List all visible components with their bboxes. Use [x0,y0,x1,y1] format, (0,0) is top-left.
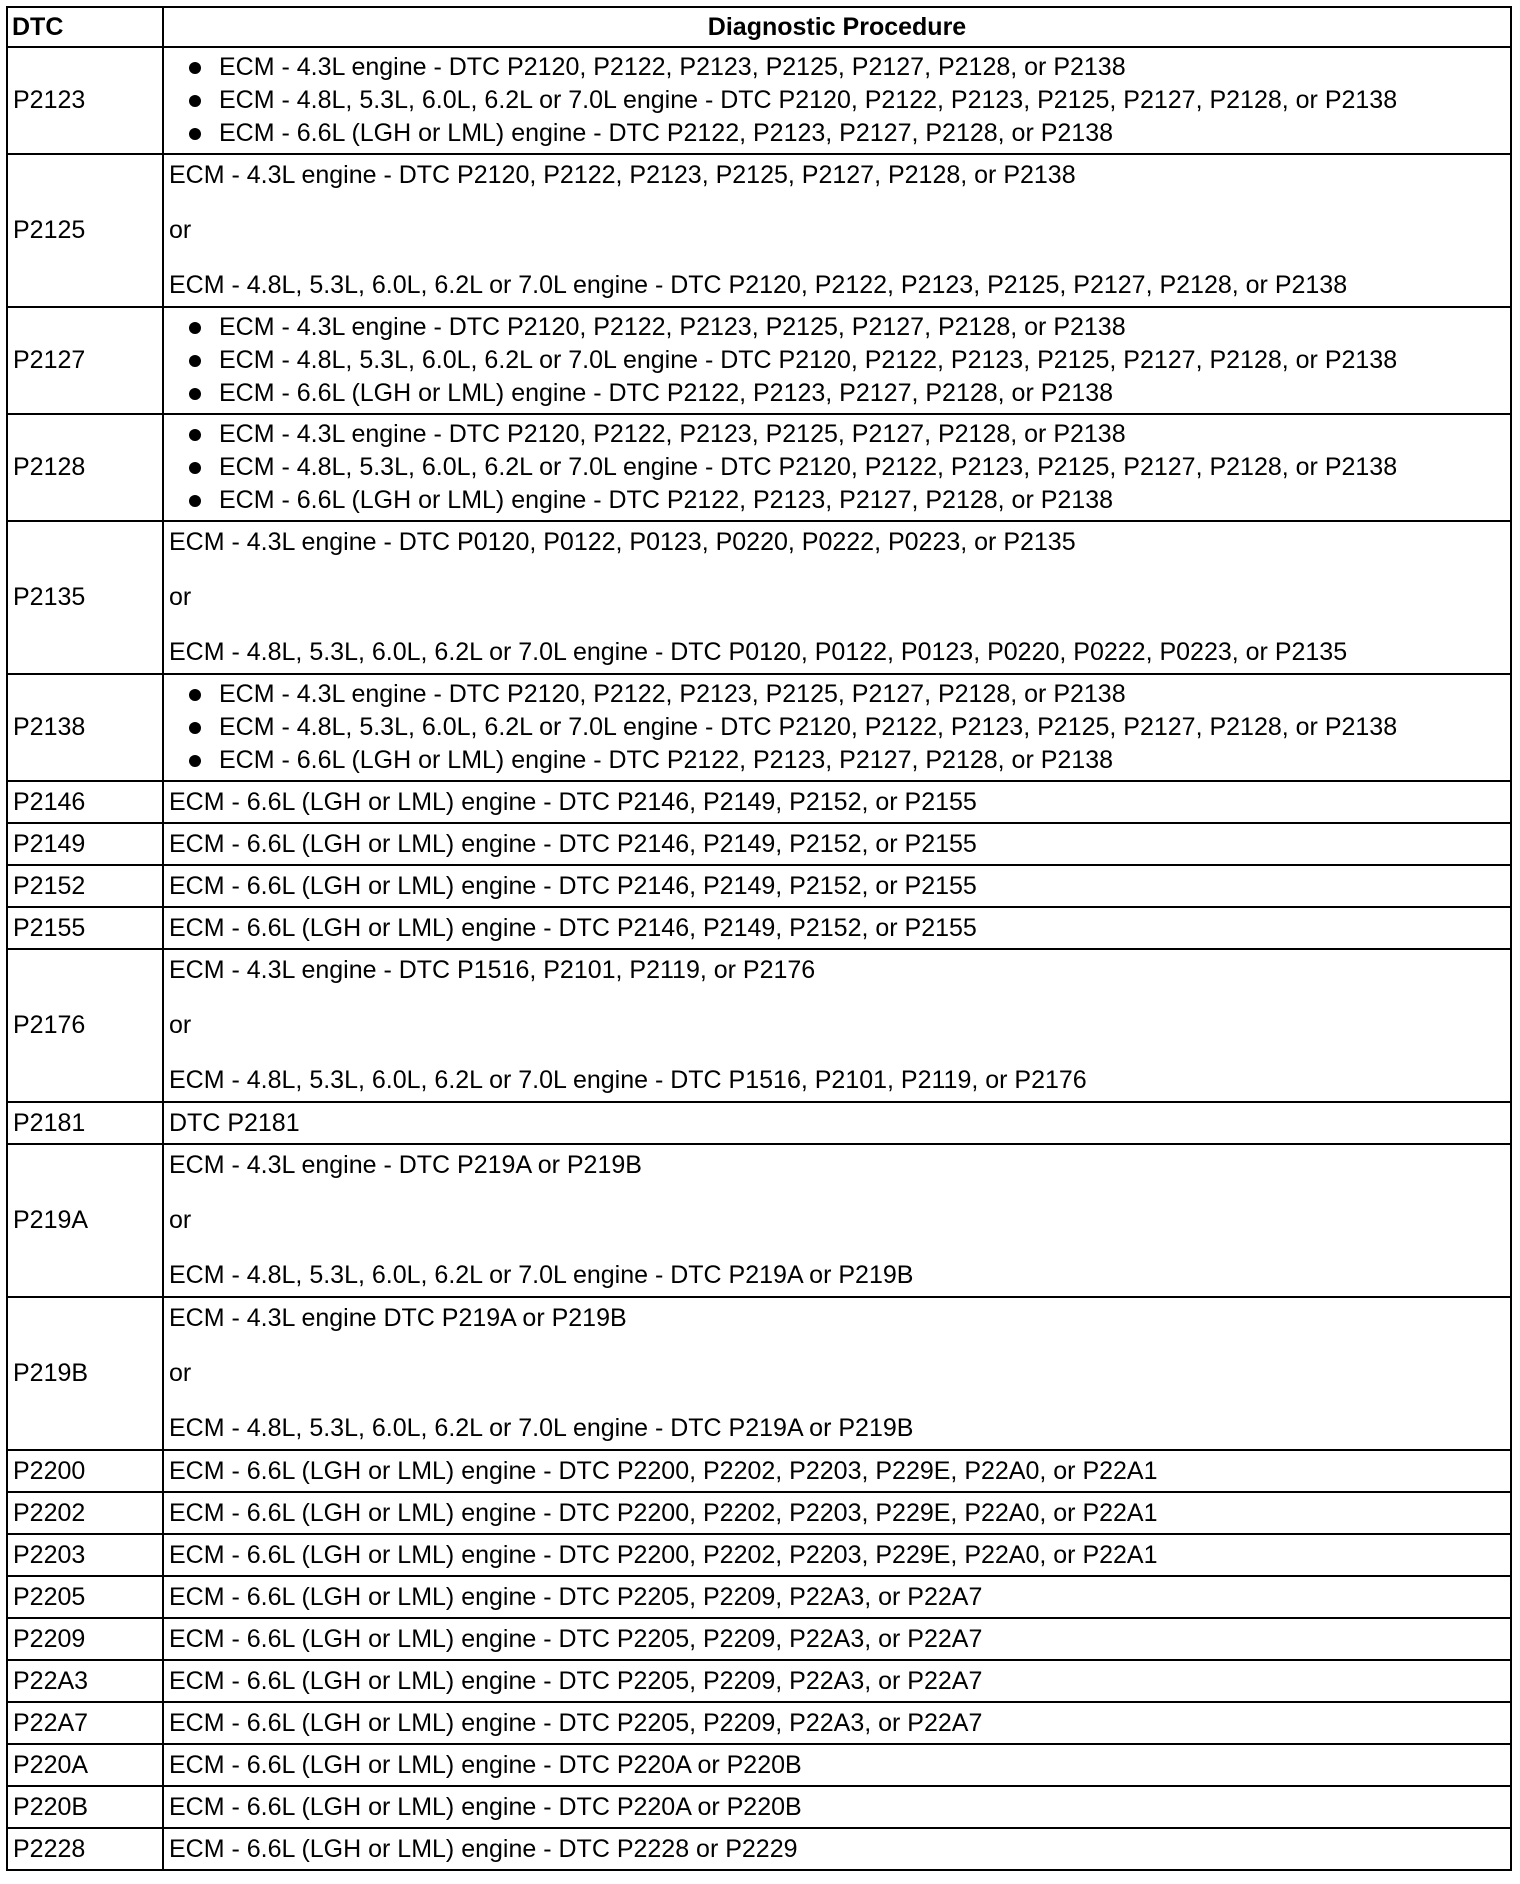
table-row [7,1534,1511,1576]
table-row [7,1102,1511,1144]
procedure-link[interactable]: ECM - 4.3L engine - DTC P2120, P2122, P2123, P2125, P2127, P2128, or P2138 [169,311,1506,344]
procedure-link[interactable]: ECM - 6.6L (LGH or LML) engine - DTC P2205, P2209, P22A3, or P22A7 [169,1582,983,1611]
table-row [7,823,1511,865]
dtc-code: P2152 [7,865,163,907]
procedure-link[interactable]: ECM - 6.6L (LGH or LML) engine - DTC P2146, P2149, P2152, or P2155 [169,871,977,900]
table-row [7,1618,1511,1660]
dtc-code: P2135 [7,521,163,674]
or-separator: or [169,1359,192,1387]
spacer [169,1042,1506,1064]
diagnostic-procedure-cell [163,1450,1511,1492]
procedure-link[interactable]: ECM - 4.3L engine - DTC P2120, P2122, P2123, P2125, P2127, P2128, or P2138 [169,678,1506,711]
procedure-link[interactable]: ECM - 4.8L, 5.3L, 6.0L, 6.2L or 7.0L engine - DTC P2120, P2122, P2123, P2125, P2127, P2128, or P2138 [169,344,1506,377]
table-row [7,1144,1511,1297]
procedure-link[interactable]: ECM - 4.3L engine - DTC P0120, P0122, P0123, P0220, P0222, P0223, or P2135 [169,528,1076,556]
procedure-link[interactable]: ECM - 4.8L, 5.3L, 6.0L, 6.2L or 7.0L engine - DTC P1516, P2101, P2119, or P2176 [169,1066,1087,1094]
diagnostic-procedure-cell [163,865,1511,907]
diagnostic-procedure-cell [163,1660,1511,1702]
procedure-link[interactable]: ECM - 6.6L (LGH or LML) engine - DTC P2146, P2149, P2152, or P2155 [169,829,977,858]
procedure-link[interactable]: ECM - 4.3L engine - DTC P2120, P2122, P2123, P2125, P2127, P2128, or P2138 [169,51,1506,84]
procedure-link[interactable]: ECM - 6.6L (LGH or LML) engine - DTC P2146, P2149, P2152, or P2155 [169,787,977,816]
dtc-code: P2128 [7,414,163,521]
dtc-code: P2176 [7,949,163,1102]
dtc-code: P2209 [7,1618,163,1660]
or-separator: or [169,583,192,611]
spacer [169,987,1506,1009]
diagnostic-procedure-cell [163,1297,1511,1450]
procedure-bullet-list [169,311,1506,410]
table-row [7,1702,1511,1744]
procedure-bullet-list [169,678,1506,777]
procedure-link[interactable]: ECM - 6.6L (LGH or LML) engine - DTC P220A or P220B [169,1750,802,1779]
diagnostic-procedure-cell [163,414,1511,521]
procedure-link[interactable]: ECM - 6.6L (LGH or LML) engine - DTC P2200, P2202, P2203, P229E, P22A0, or P22A1 [169,1498,1158,1527]
diagnostic-procedure-cell [163,307,1511,414]
table-header [7,7,1511,47]
dtc-code: P2127 [7,307,163,414]
dtc-code: P2203 [7,1534,163,1576]
diagnostic-procedure-cell [163,949,1511,1102]
procedure-link[interactable]: ECM - 6.6L (LGH or LML) engine - DTC P220A or P220B [169,1792,802,1821]
table-row [7,674,1511,781]
table-row [7,781,1511,823]
procedure-link[interactable]: ECM - 4.3L engine - DTC P2120, P2122, P2123, P2125, P2127, P2128, or P2138 [169,161,1076,189]
diagnostic-procedure-cell [163,521,1511,674]
table-row [7,521,1511,674]
table-row [7,1660,1511,1702]
dtc-code: P2202 [7,1492,163,1534]
spacer [169,1237,1506,1259]
spacer [169,247,1506,269]
procedure-link[interactable]: ECM - 4.8L, 5.3L, 6.0L, 6.2L or 7.0L engine - DTC P219A or P219B [169,1261,914,1289]
diagnostic-procedure-cell [163,1744,1511,1786]
spacer [169,1335,1506,1357]
table-row [7,414,1511,521]
procedure-link[interactable]: ECM - 4.3L engine - DTC P219A or P219B [169,1151,642,1179]
procedure-link[interactable]: ECM - 6.6L (LGH or LML) engine - DTC P2122, P2123, P2127, P2128, or P2138 [169,484,1506,517]
diagnostic-procedure-cell [163,674,1511,781]
procedure-bullet-list [169,418,1506,517]
diagnostic-procedure-cell [163,154,1511,307]
table-row [7,1492,1511,1534]
procedure-link[interactable]: ECM - 6.6L (LGH or LML) engine - DTC P2200, P2202, P2203, P229E, P22A0, or P22A1 [169,1540,1158,1569]
diagnostic-procedure-cell [163,1828,1511,1870]
table-body [7,47,1511,1870]
dtc-code: P2181 [7,1102,163,1144]
dtc-code: P2125 [7,154,163,307]
dtc-code: P220B [7,1786,163,1828]
procedure-link[interactable]: ECM - 6.6L (LGH or LML) engine - DTC P2228 or P2229 [169,1834,798,1863]
procedure-link[interactable]: ECM - 4.3L engine - DTC P2120, P2122, P2123, P2125, P2127, P2128, or P2138 [169,418,1506,451]
spacer [169,559,1506,581]
procedure-link[interactable]: ECM - 4.8L, 5.3L, 6.0L, 6.2L or 7.0L engine - DTC P2120, P2122, P2123, P2125, P2127, P2128, or P2138 [169,271,1348,299]
procedure-bullet-list [169,51,1506,150]
diagnostic-procedure-cell [163,781,1511,823]
procedure-link[interactable]: ECM - 6.6L (LGH or LML) engine - DTC P2205, P2209, P22A3, or P22A7 [169,1666,983,1695]
procedure-link[interactable]: ECM - 6.6L (LGH or LML) engine - DTC P2200, P2202, P2203, P229E, P22A0, or P22A1 [169,1456,1158,1485]
dtc-code: P219A [7,1144,163,1297]
procedure-link[interactable]: ECM - 6.6L (LGH or LML) engine - DTC P2146, P2149, P2152, or P2155 [169,913,977,942]
diagnostic-procedure-cell [163,1702,1511,1744]
table-row [7,1576,1511,1618]
procedure-link[interactable]: ECM - 4.8L, 5.3L, 6.0L, 6.2L or 7.0L engine - DTC P219A or P219B [169,1414,914,1442]
procedure-link[interactable]: ECM - 6.6L (LGH or LML) engine - DTC P2205, P2209, P22A3, or P22A7 [169,1624,983,1653]
dtc-code: P219B [7,1297,163,1450]
procedure-link[interactable]: ECM - 6.6L (LGH or LML) engine - DTC P2122, P2123, P2127, P2128, or P2138 [169,744,1506,777]
dtc-code: P22A7 [7,1702,163,1744]
or-separator: or [169,1011,192,1039]
dtc-procedure-table [6,6,1512,1871]
procedure-link[interactable]: DTC P2181 [169,1108,300,1137]
diagnostic-procedure-cell [163,1576,1511,1618]
spacer [169,1390,1506,1412]
table-row [7,47,1511,154]
procedure-link[interactable]: ECM - 6.6L (LGH or LML) engine - DTC P2122, P2123, P2127, P2128, or P2138 [169,377,1506,410]
table-row [7,1450,1511,1492]
or-separator: or [169,1206,192,1234]
dtc-code: P2155 [7,907,163,949]
table-row [7,1786,1511,1828]
dtc-code: P2200 [7,1450,163,1492]
spacer [169,1182,1506,1204]
diagnostic-procedure-cell [163,1492,1511,1534]
spacer [169,614,1506,636]
table-row [7,949,1511,1102]
procedure-link[interactable]: ECM - 4.8L, 5.3L, 6.0L, 6.2L or 7.0L engine - DTC P2120, P2122, P2123, P2125, P2127, P2128, or P2138 [169,451,1506,484]
diagnostic-procedure-cell [163,823,1511,865]
table-row [7,1828,1511,1870]
diagnostic-procedure-cell [163,1618,1511,1660]
diagnostic-procedure-cell [163,1786,1511,1828]
procedure-link[interactable]: ECM - 6.6L (LGH or LML) engine - DTC P2205, P2209, P22A3, or P22A7 [169,1708,983,1737]
dtc-code: P2138 [7,674,163,781]
table-row [7,907,1511,949]
header-diagnostic-procedure: Diagnostic Procedure [163,7,1511,47]
procedure-link[interactable]: ECM - 4.3L engine DTC P219A or P219B [169,1304,627,1332]
diagnostic-procedure-cell [163,1144,1511,1297]
dtc-code: P2228 [7,1828,163,1870]
diagnostic-procedure-cell [163,907,1511,949]
table-row [7,154,1511,307]
table-row [7,865,1511,907]
diagnostic-procedure-cell [163,1102,1511,1144]
header-dtc: DTC [7,7,163,47]
table-row [7,1744,1511,1786]
header-row [7,7,1511,47]
spacer [169,192,1506,214]
table-row [7,307,1511,414]
diagnostic-procedure-cell [163,47,1511,154]
dtc-code: P2123 [7,47,163,154]
dtc-code: P2146 [7,781,163,823]
or-separator: or [169,216,192,244]
dtc-code: P220A [7,1744,163,1786]
dtc-code: P22A3 [7,1660,163,1702]
dtc-code: P2149 [7,823,163,865]
procedure-link[interactable]: ECM - 4.8L, 5.3L, 6.0L, 6.2L or 7.0L engine - DTC P2120, P2122, P2123, P2125, P2127, P2128, or P2138 [169,711,1506,744]
procedure-link[interactable]: ECM - 4.8L, 5.3L, 6.0L, 6.2L or 7.0L engine - DTC P2120, P2122, P2123, P2125, P2127, P2128, or P2138 [169,84,1506,117]
table-row [7,1297,1511,1450]
diagnostic-procedure-cell [163,1534,1511,1576]
procedure-link[interactable]: ECM - 4.8L, 5.3L, 6.0L, 6.2L or 7.0L engine - DTC P0120, P0122, P0123, P0220, P0222, P0223, or P2135 [169,638,1348,666]
dtc-code: P2205 [7,1576,163,1618]
procedure-link[interactable]: ECM - 6.6L (LGH or LML) engine - DTC P2122, P2123, P2127, P2128, or P2138 [169,117,1506,150]
procedure-link[interactable]: ECM - 4.3L engine - DTC P1516, P2101, P2119, or P2176 [169,956,816,984]
